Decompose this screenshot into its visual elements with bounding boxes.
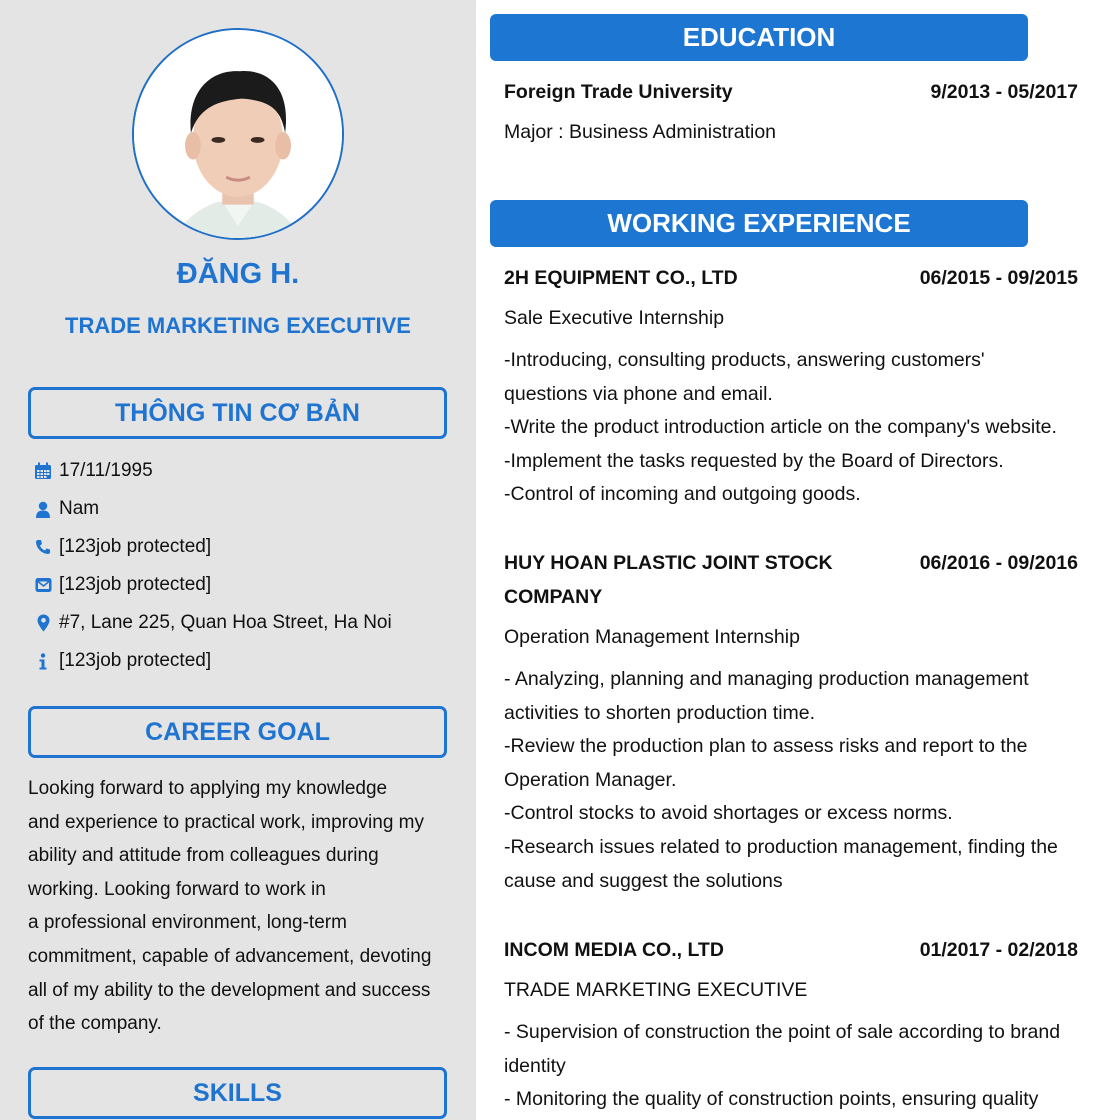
desc-line: identity [504,1054,566,1077]
job-position: Sale Executive Internship [504,307,725,329]
career-goal-heading: CAREER GOAL [28,706,447,758]
education-entry-header [504,76,1078,110]
info-value: [123job protected] [59,574,212,595]
desc-line: - Monitoring the quality of construction points, ensuring quality [504,1088,1039,1111]
info-value: Nam [59,498,100,519]
job-period: 06/2015 - 09/2015 [919,267,1078,289]
goal-line: and experience to practical work, improving my [28,811,425,833]
info-birthdate [32,452,462,490]
desc-line: -Control stocks to avoid shortages or excess norms. [504,802,953,825]
company-name: INCOM MEDIA CO., LTD [504,939,724,961]
info-value: [123job protected] [59,536,212,557]
info-email [32,566,462,604]
user-icon [32,499,54,519]
left-sidebar [0,0,476,1120]
school-name: Foreign Trade University [504,81,733,103]
desc-line: -Introducing, consulting products, answering customers' [504,349,985,371]
goal-line: of the company. [28,1013,162,1035]
info-gender [32,490,462,528]
envelope-icon [32,575,54,595]
job-description [504,1016,1084,1117]
job-position: TRADE MARKETING EXECUTIVE [504,979,808,1001]
avatar-photo-icon [134,30,342,238]
info-icon [32,651,54,671]
company-name: HUY HOAN PLASTIC JOINT STOCK COMPANY [504,552,833,608]
desc-line: questions via phone and email. [504,382,773,405]
job-description [504,663,1084,898]
job-header [504,262,1078,296]
goal-line: all of my ability to the development and success [28,979,431,1001]
info-value: [123job protected] [59,650,212,671]
company-name: 2H EQUIPMENT CO., LTD [504,267,738,289]
info-value: #7, Lane 225, Quan Hoa Street, Ha Noi [59,612,392,633]
info-value: 17/11/1995 [59,460,153,481]
desc-line: activities to shorten production time. [504,701,816,724]
desc-line: -Research issues related to production management, finding the [504,835,1058,858]
goal-line: commitment, capable of advancement, devoting [28,945,432,967]
desc-line: - Analyzing, planning and managing production management [504,668,1029,690]
info-other [32,642,462,680]
desc-line: -Write the product introduction article on the company's website. [504,416,1057,439]
main-content [476,0,1106,1120]
job-header [504,934,1078,968]
job-position: Operation Management Internship [504,626,800,648]
education-period: 9/2013 - 05/2017 [930,81,1078,103]
map-marker-icon [32,613,54,633]
education-heading: EDUCATION [490,14,1028,61]
education-major: Major : Business Administration [504,121,777,143]
job-period: 01/2017 - 02/2018 [919,939,1078,961]
goal-line: working. Looking forward to work in [28,878,326,900]
job-header [504,547,1078,614]
profile-photo [132,28,344,240]
calendar-icon [32,461,54,481]
desc-line: -Review the production plan to assess risks and report to the [504,735,1028,758]
goal-line: Looking forward to applying my knowledge [28,778,388,799]
job-description [504,344,1084,512]
experience-heading: WORKING EXPERIENCE [490,200,1028,247]
candidate-title: TRADE MARKETING EXECUTIVE [65,313,411,338]
desc-line: -Implement the tasks requested by the Board of Directors. [504,449,1004,472]
phone-icon [32,537,54,557]
candidate-name: ĐĂNG H. [176,258,300,290]
desc-line: - Supervision of construction the point of sale according to brand [504,1021,1061,1043]
job-period: 06/2016 - 09/2016 [919,552,1078,574]
info-address [32,604,462,642]
goal-line: a professional environment, long-term [28,912,347,934]
basic-info-list [32,452,462,680]
goal-line: ability and attitude from colleagues during [28,845,379,867]
desc-line: -Control of incoming and outgoing goods. [504,483,861,506]
basic-info-heading: THÔNG TIN CƠ BẢN [28,387,447,439]
skills-heading: SKILLS [28,1067,447,1119]
career-goal-text [28,772,458,1041]
info-phone [32,528,462,566]
desc-line: cause and suggest the solutions [504,869,783,892]
desc-line: Operation Manager. [504,768,677,791]
